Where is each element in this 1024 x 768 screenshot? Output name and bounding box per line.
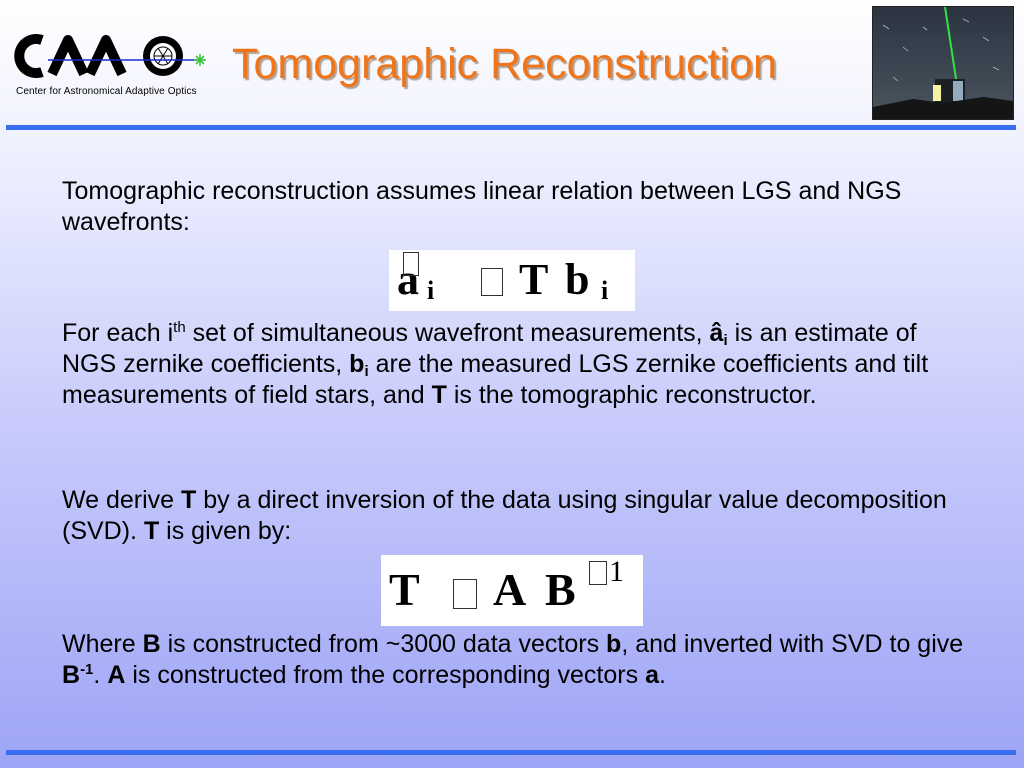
- p4-text: , and inverted with SVD to give: [621, 630, 964, 658]
- eq1-T: T: [519, 255, 549, 304]
- p2-sub: i: [364, 363, 369, 380]
- p2-text: are the measured LGS zernike coefficients and tilt measurements of field stars, and: [62, 350, 929, 409]
- equals-placeholder-icon: [481, 268, 503, 296]
- p2-bold: T: [431, 381, 447, 409]
- minus-placeholder-icon: [589, 561, 607, 585]
- header-divider: [6, 125, 1016, 130]
- eq2-exponent: 1: [609, 555, 624, 588]
- p4-bold: b: [606, 630, 622, 658]
- equals-placeholder-icon: [453, 579, 477, 609]
- p2-bold: â: [709, 319, 724, 347]
- p4-bold: a: [645, 661, 659, 689]
- p2-sup: th: [173, 319, 186, 336]
- intro-text: Tomographic reconstruction assumes linear relation between LGS and NGS wavefronts:: [62, 177, 902, 236]
- footer-divider: [6, 750, 1016, 755]
- p3-text: We derive: [62, 486, 182, 514]
- p4-text: is constructed from the corresponding vectors: [125, 661, 646, 689]
- p3-text: is given by:: [159, 517, 292, 545]
- eq2-A: A: [493, 564, 527, 615]
- slide-title: Tomographic Reconstruction: [232, 40, 777, 88]
- p4-text: .: [658, 661, 666, 689]
- equation-reconstructor: [381, 555, 643, 626]
- eq2-B: B: [545, 564, 576, 615]
- p4-sup: -1: [80, 661, 94, 678]
- p4-bold: B: [62, 661, 81, 689]
- intro-paragraph: [62, 176, 972, 238]
- p3-bold: T: [181, 486, 197, 514]
- eq2-T: T: [389, 564, 420, 615]
- eq1-a-sub: i: [427, 276, 435, 305]
- p2-text: is an estimate of NGS zernike coefficients,: [62, 319, 917, 378]
- eq1-b-sub: i: [601, 276, 609, 305]
- p3-text: by a direct inversion of the data using singular value decomposition (SVD).: [62, 486, 947, 545]
- hat-placeholder-icon: [403, 252, 419, 276]
- star-icon: [194, 54, 206, 66]
- p4-bold: B: [142, 630, 161, 658]
- p2-bold: b: [349, 350, 365, 378]
- p4-text: Where: [62, 630, 143, 658]
- construction-paragraph: [62, 629, 972, 691]
- laser-guide-star-photo: [872, 6, 1014, 120]
- eq1-a: a: [397, 255, 419, 304]
- p2-text: set of simultaneous wavefront measurements,: [185, 319, 710, 347]
- definitions-paragraph: [62, 318, 972, 411]
- eq1-b: b: [565, 255, 590, 304]
- p2-text: is the tomographic reconstructor.: [446, 381, 817, 409]
- p4-text: is constructed from ~3000 data vectors: [160, 630, 607, 658]
- p3-bold: T: [143, 517, 160, 545]
- p4-bold: A: [107, 661, 126, 689]
- p2-sub: i: [723, 332, 728, 349]
- caao-logo: [8, 34, 208, 100]
- p4-text: .: [93, 661, 108, 689]
- svd-paragraph: [62, 485, 972, 547]
- logo-caption: Center for Astronomical Adaptive Optics: [16, 86, 197, 97]
- laser-photo-icon: [873, 7, 1013, 119]
- equation-linear-relation: [389, 250, 635, 311]
- caao-logo-mark: [8, 34, 208, 78]
- p2-text: For each i: [62, 319, 174, 347]
